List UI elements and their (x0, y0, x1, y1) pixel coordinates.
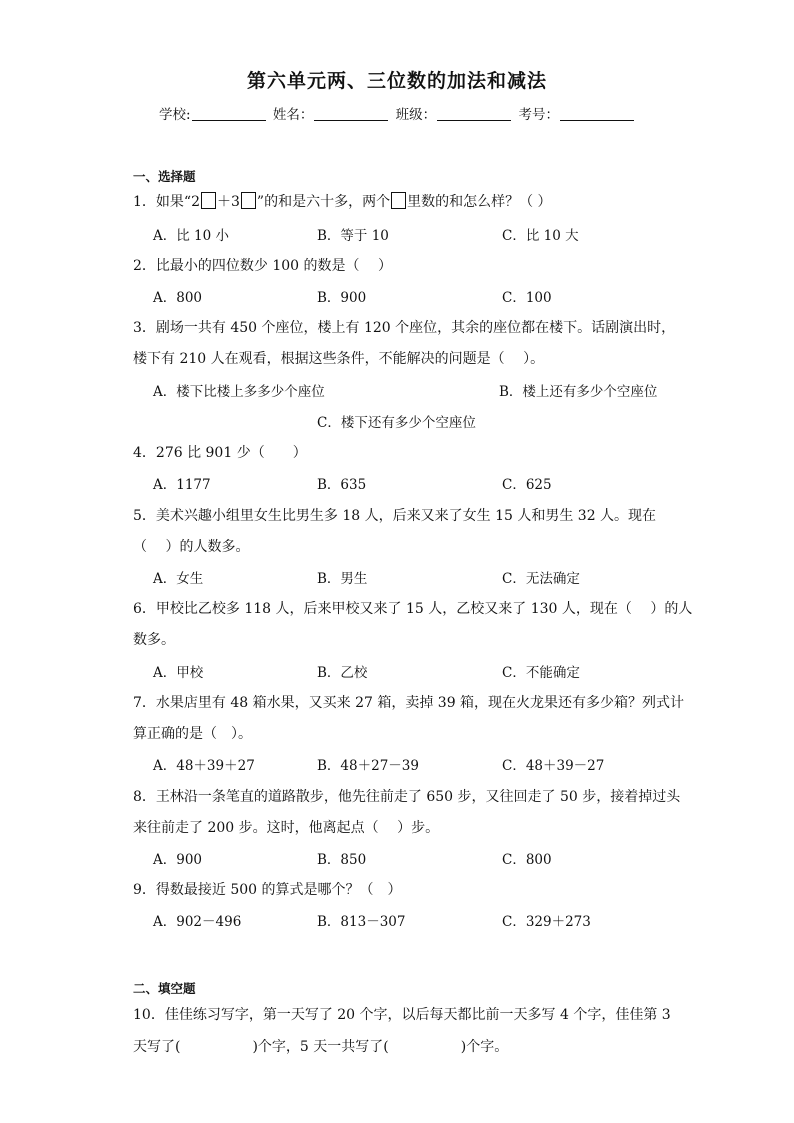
q3-option-a[interactable]: A．楼下比楼上多多少个座位 (153, 384, 325, 400)
question-6-line-1: 6．甲校比乙校多 118 人，后来甲校又来了 15 人，乙校又来了 130 人，现在（ ）的人 (133, 601, 693, 617)
q3-option-c[interactable]: C．楼下还有多少个空座位 (317, 415, 476, 431)
question-1 (133, 191, 552, 211)
q1-option-a[interactable]: A．比 10 小 (153, 228, 230, 244)
q2-option-a[interactable]: A．800 (153, 290, 203, 306)
question-10-line-1: 10．佳佳练习写字，第一天写了 20 个字，以后每天都比前一天多写 4 个字，佳佳第 3 (133, 1007, 671, 1023)
q8-option-c[interactable]: C．800 (502, 852, 552, 868)
q9-option-b[interactable]: B．813－307 (317, 914, 406, 930)
q6-option-b[interactable]: B．乙校 (317, 665, 368, 681)
page-title: 第六单元两、三位数的加法和减法 (246, 70, 547, 92)
question-5-line-2: （ ）的人数多。 (133, 539, 250, 555)
q5-option-a[interactable]: A．女生 (153, 571, 204, 587)
class-blank[interactable] (437, 106, 511, 121)
q3-option-b[interactable]: B．楼上还有多少个空座位 (499, 384, 658, 400)
question-2: 2．比最小的四位数少 100 的数是（ ） (133, 258, 392, 274)
student-info-row (0, 103, 794, 123)
section-fill-heading: 二、填空题 (133, 981, 196, 996)
question-9: 9．得数最接近 500 的算式是哪个？（ ） (133, 882, 402, 898)
q5-option-b[interactable]: B．男生 (317, 571, 368, 587)
q9-option-a[interactable]: A．902－496 (153, 914, 242, 930)
q8-option-b[interactable]: B．850 (317, 852, 367, 868)
q1-text-mid1: ＋3 (216, 194, 240, 210)
answer-box[interactable] (201, 192, 216, 209)
name-label: 姓名： (272, 107, 314, 123)
q1-text-pre: 1．如果“2 (133, 194, 200, 210)
q5-option-c[interactable]: C．无法确定 (502, 571, 580, 587)
section-choice-heading: 一、选择题 (133, 169, 196, 184)
q7-option-a[interactable]: A．48＋39＋27 (153, 758, 255, 774)
q7-option-c[interactable]: C．48＋39－27 (502, 758, 605, 774)
q1-text-post: 里数的和怎么样？（ ） (407, 194, 552, 210)
q6-option-a[interactable]: A．甲校 (153, 665, 204, 681)
question-3-line-2: 楼下有 210 人在观看，根据这些条件，不能解决的问题是（ ）。 (133, 351, 545, 367)
question-10-line-2 (133, 1036, 508, 1056)
q6-option-c[interactable]: C．不能确定 (502, 665, 580, 681)
school-label: 学校: (159, 107, 191, 123)
question-3-line-1: 3．剧场一共有 450 个座位，楼上有 120 个座位，其余的座位都在楼下。话剧演出时， (133, 320, 676, 336)
q10-text-a: 天写了( (133, 1039, 181, 1055)
q1-option-c[interactable]: C．比 10 大 (502, 228, 579, 244)
q9-option-c[interactable]: C．329＋273 (502, 914, 591, 930)
q2-option-c[interactable]: C．100 (502, 290, 552, 306)
question-8-line-1: 8．王林沿一条笔直的道路散步，他先往前走了 650 步，又往回走了 50 步，接着掉过头 (133, 789, 681, 805)
q10-text-c: )个字。 (460, 1039, 509, 1055)
q2-option-b[interactable]: B．900 (317, 290, 367, 306)
q1-text-mid2: ”的和是六十多，两个 (256, 194, 391, 210)
exam-number-label: 考号： (518, 107, 559, 123)
q4-option-a[interactable]: A．1177 (153, 477, 211, 493)
question-8-line-2: 来往前走了 200 步。这时，他离起点（ ）步。 (133, 820, 440, 836)
question-7-line-1: 7．水果店里有 48 箱水果，又买来 27 箱，卖掉 39 箱，现在火龙果还有多少箱？列式计 (133, 695, 685, 711)
question-4: 4．276 比 901 少（ ） (133, 445, 307, 461)
name-blank[interactable] (314, 106, 388, 121)
class-label: 班级： (395, 107, 437, 123)
q7-option-b[interactable]: B．48＋27－39 (317, 758, 419, 774)
q8-option-a[interactable]: A．900 (153, 852, 203, 868)
q1-option-b[interactable]: B．等于 10 (317, 228, 389, 244)
exam-number-blank[interactable] (560, 106, 634, 121)
question-5-line-1: 5．美术兴趣小组里女生比男生多 18 人，后来又来了女生 15 人和男生 32 人。现在 (133, 508, 657, 524)
answer-box[interactable] (391, 192, 406, 209)
question-6-line-2: 数多。 (133, 632, 175, 648)
q10-text-b: )个字，5 天一共写了( (252, 1039, 389, 1055)
answer-box[interactable] (241, 192, 256, 209)
q4-option-c[interactable]: C．625 (502, 477, 552, 493)
question-7-line-2: 算正确的是（ ）。 (133, 726, 252, 742)
school-blank[interactable] (192, 106, 266, 121)
q4-option-b[interactable]: B．635 (317, 477, 367, 493)
